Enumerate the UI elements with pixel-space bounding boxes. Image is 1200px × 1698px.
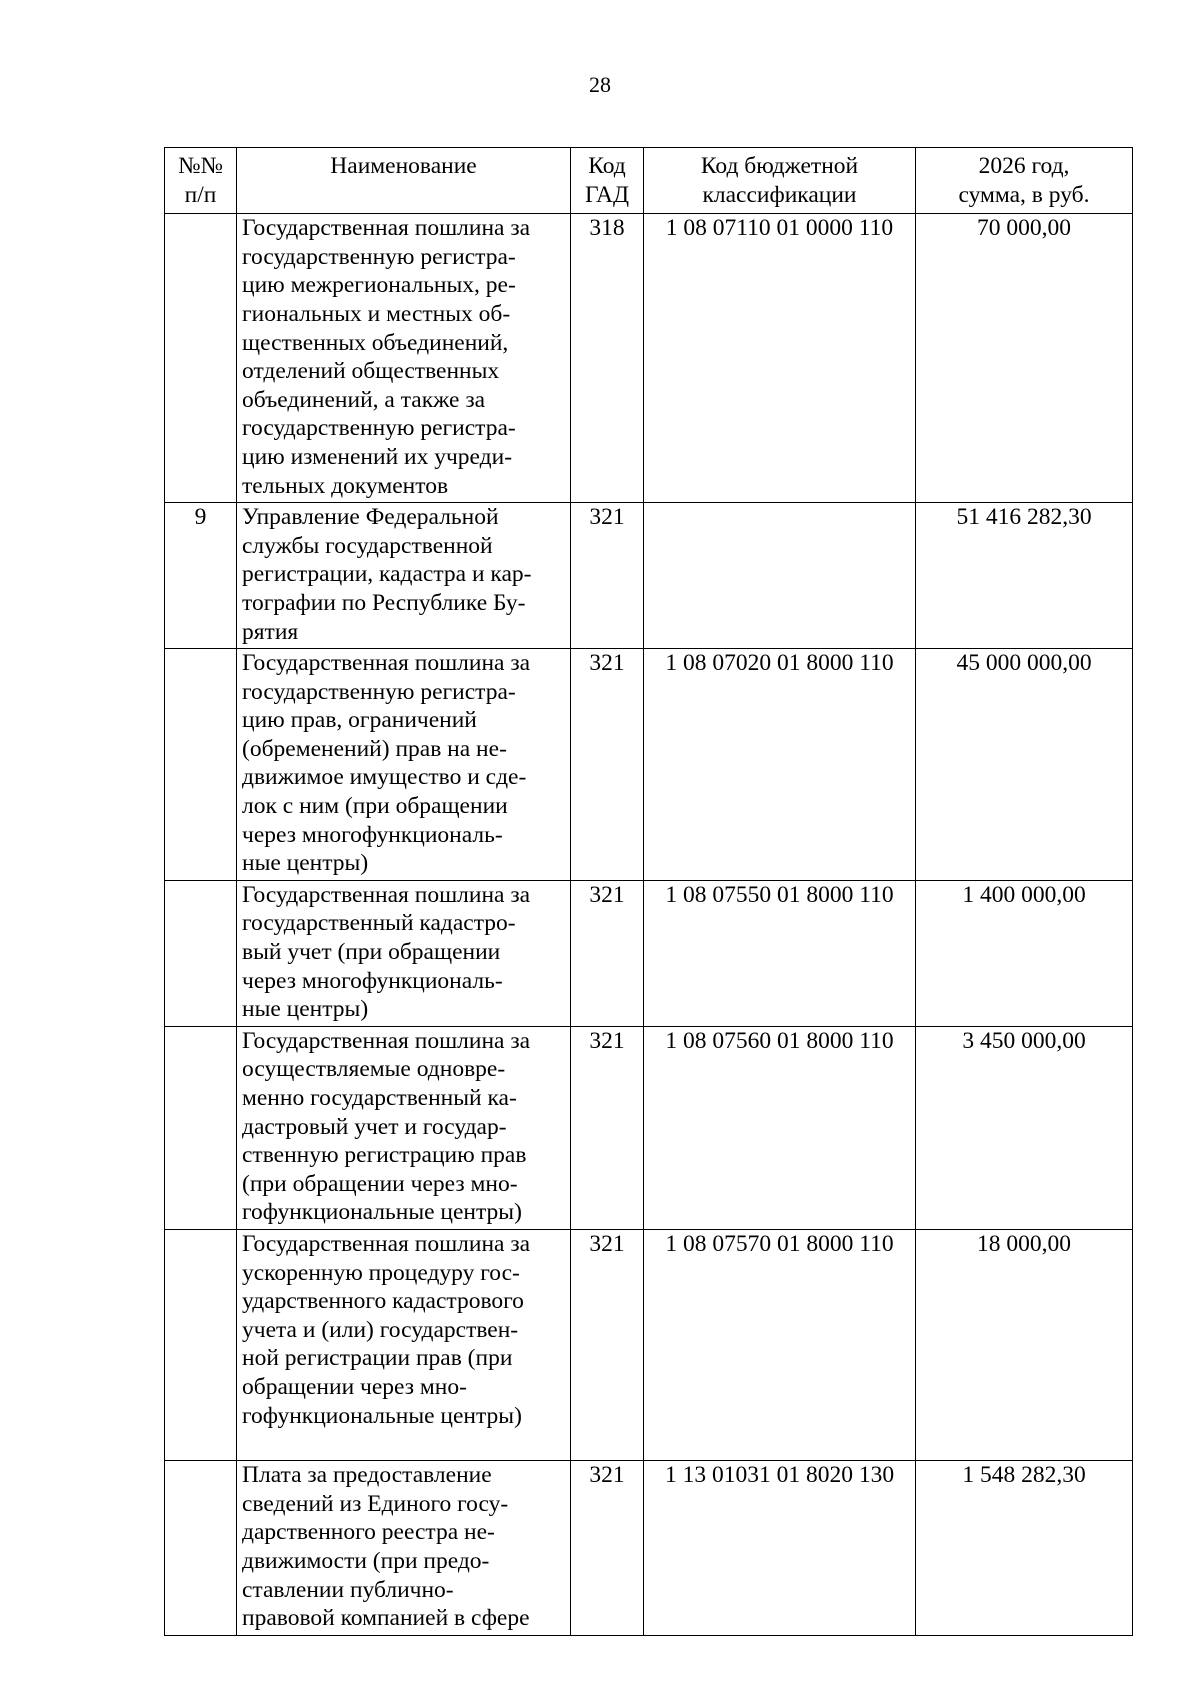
row-name: Государственная пошлина за государственную регистра- цию прав, ограничений (обременений) прав на не- движимое имущество и сде- лок с ним (при обращении через многофункциональ- ные центры)	[237, 649, 571, 881]
row-budget-code: 1 13 01031 01 8020 130	[644, 1461, 916, 1636]
table-row	[165, 1229, 1133, 1460]
row-name: Плата за предоставление сведений из Единого госу- дарственного реестра не- движимости (при предо- ставлении публично- правовой компанией в сфере	[237, 1461, 571, 1636]
table-row	[165, 503, 1133, 649]
row-budget-code: 1 08 07570 01 8000 110	[644, 1229, 916, 1460]
row-number	[165, 1461, 237, 1636]
table-body	[165, 214, 1133, 1636]
header-row	[165, 148, 1133, 214]
row-number	[165, 880, 237, 1026]
row-amount: 51 416 282,30	[916, 503, 1133, 649]
row-gad-code: 321	[571, 1229, 644, 1460]
row-amount: 1 548 282,30	[916, 1461, 1133, 1636]
row-gad-code: 321	[571, 503, 644, 649]
row-name: Государственная пошлина за ускоренную процедуру гос- ударственного кадастрового учета и (или) государствен- ной регистрации прав (при обращении через мно- гофункциональные центры)	[237, 1229, 571, 1460]
table-row	[165, 1026, 1133, 1229]
row-budget-code	[644, 503, 916, 649]
header-gad-code: Код ГАД	[571, 148, 644, 214]
row-number	[165, 1229, 237, 1460]
row-number	[165, 1026, 237, 1229]
row-budget-code: 1 08 07560 01 8000 110	[644, 1026, 916, 1229]
row-amount: 18 000,00	[916, 1229, 1133, 1460]
table-header	[165, 148, 1133, 214]
table-row	[165, 1461, 1133, 1636]
row-number	[165, 649, 237, 881]
row-gad-code: 321	[571, 880, 644, 1026]
row-number: 9	[165, 503, 237, 649]
row-budget-code: 1 08 07020 01 8000 110	[644, 649, 916, 881]
row-amount: 45 000 000,00	[916, 649, 1133, 881]
row-gad-code: 321	[571, 649, 644, 881]
row-name: Государственная пошлина за государственную регистра- цию межрегиональных, ре- гиональных и местных об- щественных объединений, отделений общественных объединений, а также за государственную регистра- цию изменений их учреди- тельных документов	[237, 214, 571, 503]
row-name: Государственная пошлина за осуществляемые одновре- менно государственный ка- дастровый учет и государ- ственную регистрацию прав (при обращении через мно- гофункциональные центры)	[237, 1026, 571, 1229]
table-row	[165, 880, 1133, 1026]
row-amount: 70 000,00	[916, 214, 1133, 503]
header-amount-2026: 2026 год, сумма, в руб.	[916, 148, 1133, 214]
table-row	[165, 649, 1133, 881]
row-gad-code: 318	[571, 214, 644, 503]
row-amount: 1 400 000,00	[916, 880, 1133, 1026]
header-number: №№ п/п	[165, 148, 237, 214]
row-name: Государственная пошлина за государственный кадастро- вый учет (при обращении через многофункциональ- ные центры)	[237, 880, 571, 1026]
page-number: 28	[589, 72, 611, 97]
row-gad-code: 321	[571, 1461, 644, 1636]
row-budget-code: 1 08 07110 01 0000 110	[644, 214, 916, 503]
header-budget-classification-code: Код бюджетной классификации	[644, 148, 916, 214]
row-number	[165, 214, 237, 503]
table-row	[165, 214, 1133, 503]
header-name: Наименование	[237, 148, 571, 214]
budget-table	[164, 147, 1133, 1636]
row-name: Управление Федеральной службы государственной регистрации, кадастра и кар- тографии по Республике Бу- рятия	[237, 503, 571, 649]
row-amount: 3 450 000,00	[916, 1026, 1133, 1229]
row-gad-code: 321	[571, 1026, 644, 1229]
row-budget-code: 1 08 07550 01 8000 110	[644, 880, 916, 1026]
